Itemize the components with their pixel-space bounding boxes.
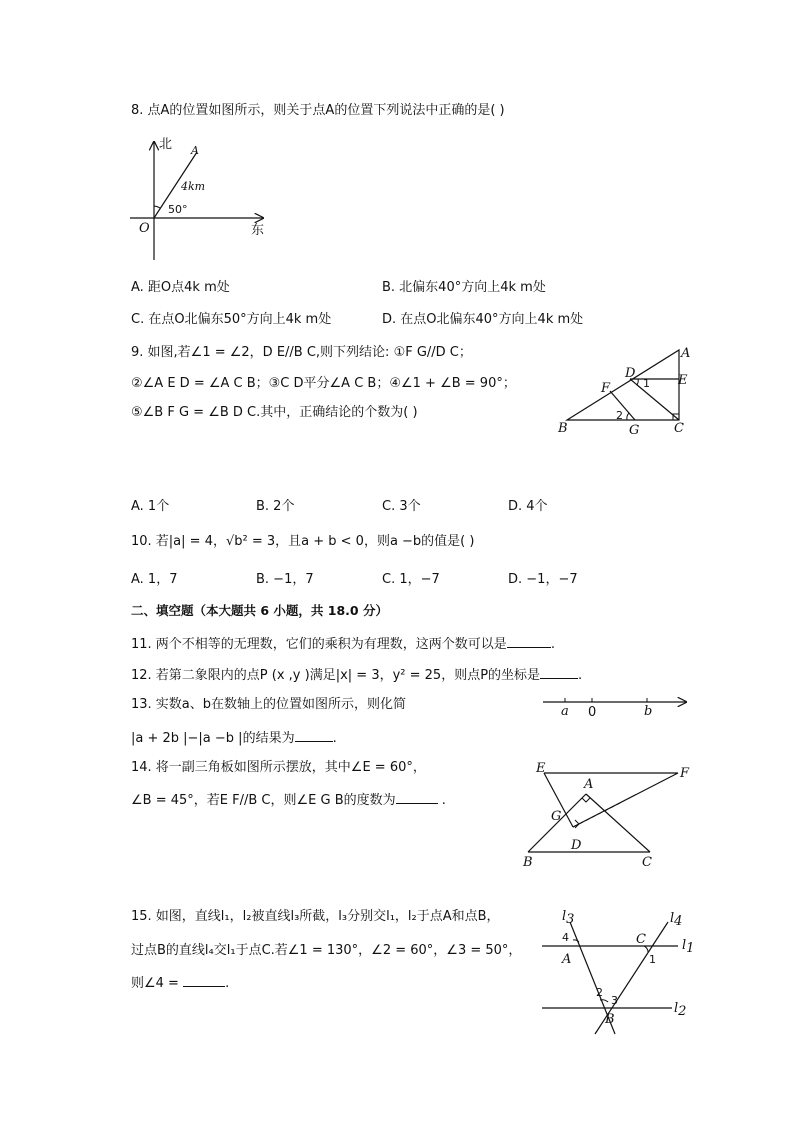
q15-line2: 过点B的直线l₄交l₁于点C.若∠1 = 130°，∠2 = 60°，∠3 = 50°， — [131, 943, 522, 958]
q9-angle-2: 2 — [616, 409, 623, 422]
q11-stem: 11. 两个不相等的无理数，它们的乘积为有理数，这两个数可以是 . — [131, 637, 555, 652]
q10-option-d: D. −1，−7 — [508, 572, 578, 587]
q8-angle-label: 50° — [168, 203, 188, 216]
q9-label-a: A — [681, 346, 691, 361]
q14-line2: ∠B = 45°，若E F//B C，则∠E G B的度数为 . — [131, 793, 446, 808]
q8-north-label: 北 — [159, 137, 173, 152]
q12-stem: 12. 若第二象限内的点P (x ,y )满足|x| = 3，y² = 25，则点P的坐标是 . — [131, 668, 583, 683]
q14-figure — [520, 760, 700, 870]
q8-distance-label: 4km — [181, 180, 206, 193]
q8-option-c: C. 在点O北偏东50°方向上4k m处 — [131, 312, 332, 327]
q15-label-l3: l3 — [562, 909, 575, 927]
q9-option-a: A. 1个 — [131, 499, 170, 514]
q15-label-c: C — [636, 932, 646, 947]
q15-angle-2: 2 — [596, 986, 603, 999]
q13-answer-blank — [295, 729, 333, 742]
q14-line1: 14. 将一副三角板如图所示摆放，其中∠E = 60°， — [131, 760, 426, 775]
q15-figure — [538, 908, 708, 1038]
q14-label-g: G — [551, 809, 562, 824]
q13-label-a: a — [561, 704, 569, 719]
q9-line2: ②∠A E D = ∠A C B；③C D平分∠A C B；④∠1 + ∠B = 90°； — [131, 376, 516, 391]
q14-label-c: C — [642, 855, 652, 870]
q8-point-label: A — [191, 144, 199, 157]
q10-option-a: A. 1，7 — [131, 572, 178, 587]
q8-origin-label: O — [139, 221, 150, 236]
q13-number-line — [538, 692, 698, 722]
q9-angle-1: 1 — [643, 377, 650, 390]
q15-label-a: A — [562, 952, 572, 967]
q8-east-label: 东 — [251, 223, 265, 238]
q15-label-l4: l4 — [670, 911, 683, 929]
q9-label-d: D — [625, 366, 636, 381]
q15-answer-blank — [183, 974, 225, 987]
q9-label-b: B — [558, 421, 568, 436]
q14-label-a: A — [584, 777, 594, 792]
q13-label-zero: 0 — [588, 705, 597, 720]
q14-label-e: E — [536, 761, 546, 776]
q15-label-l1: l1 — [682, 938, 695, 956]
q15-label-b: B — [605, 1012, 615, 1027]
q9-line1: 9. 如图,若∠1 = ∠2，D E//B C,则下列结论: ①F G//D C； — [131, 345, 472, 360]
q8-option-a: A. 距O点4k m处 — [131, 280, 230, 295]
q9-option-d: D. 4个 — [508, 499, 548, 514]
q8-option-b: B. 北偏东40°方向上4k m处 — [382, 280, 546, 295]
q8-option-d: D. 在点O北偏东40°方向上4k m处 — [382, 312, 584, 327]
q10-option-c: C. 1，−7 — [382, 572, 440, 587]
q15-angle-3: 3 — [611, 994, 618, 1007]
q15-angle-1: 1 — [649, 953, 656, 966]
section-fill-in-header: 二、填空题（本大题共 6 小题，共 18.0 分） — [131, 603, 388, 618]
q15-label-l2: l2 — [674, 1001, 687, 1019]
q15-line3: 则∠4 = . — [131, 976, 230, 991]
q9-label-g: G — [629, 423, 640, 438]
q9-line3: ⑤∠B F G = ∠B D C.其中，正确结论的个数为( ) — [131, 405, 418, 420]
q9-option-c: C. 3个 — [382, 499, 421, 514]
q10-option-b: B. −1，7 — [256, 572, 314, 587]
q9-figure — [555, 340, 705, 440]
q9-label-c: C — [674, 421, 684, 436]
q15-angle-4: 4 — [562, 931, 569, 944]
q14-label-f: F — [680, 766, 690, 781]
q8-figure — [125, 132, 275, 262]
q13-line1: 13. 实数a、b在数轴上的位置如图所示，则化简 — [131, 697, 407, 712]
q9-label-f: F — [601, 381, 611, 396]
q8-stem: 8. 点A的位置如图所示，则关于点A的位置下列说法中正确的是( ) — [131, 103, 505, 118]
q9-option-b: B. 2个 — [256, 499, 295, 514]
q11-answer-blank — [507, 635, 551, 648]
q14-label-d: D — [571, 838, 582, 853]
q14-answer-blank — [396, 791, 438, 804]
q10-stem: 10. 若|a| = 4，√b² = 3，且a + b < 0，则a −b的值是( ) — [131, 534, 475, 549]
q9-label-e: E — [678, 373, 688, 388]
q12-answer-blank — [540, 666, 578, 679]
q15-line1: 15. 如图，直线l₁，l₂被直线l₃所截，l₃分别交l₁，l₂于点A和点B， — [131, 909, 500, 924]
q14-label-b: B — [523, 855, 533, 870]
q13-label-b: b — [644, 704, 653, 719]
q13-line2: |a + 2b |−|a −b |的结果为 . — [131, 731, 337, 746]
